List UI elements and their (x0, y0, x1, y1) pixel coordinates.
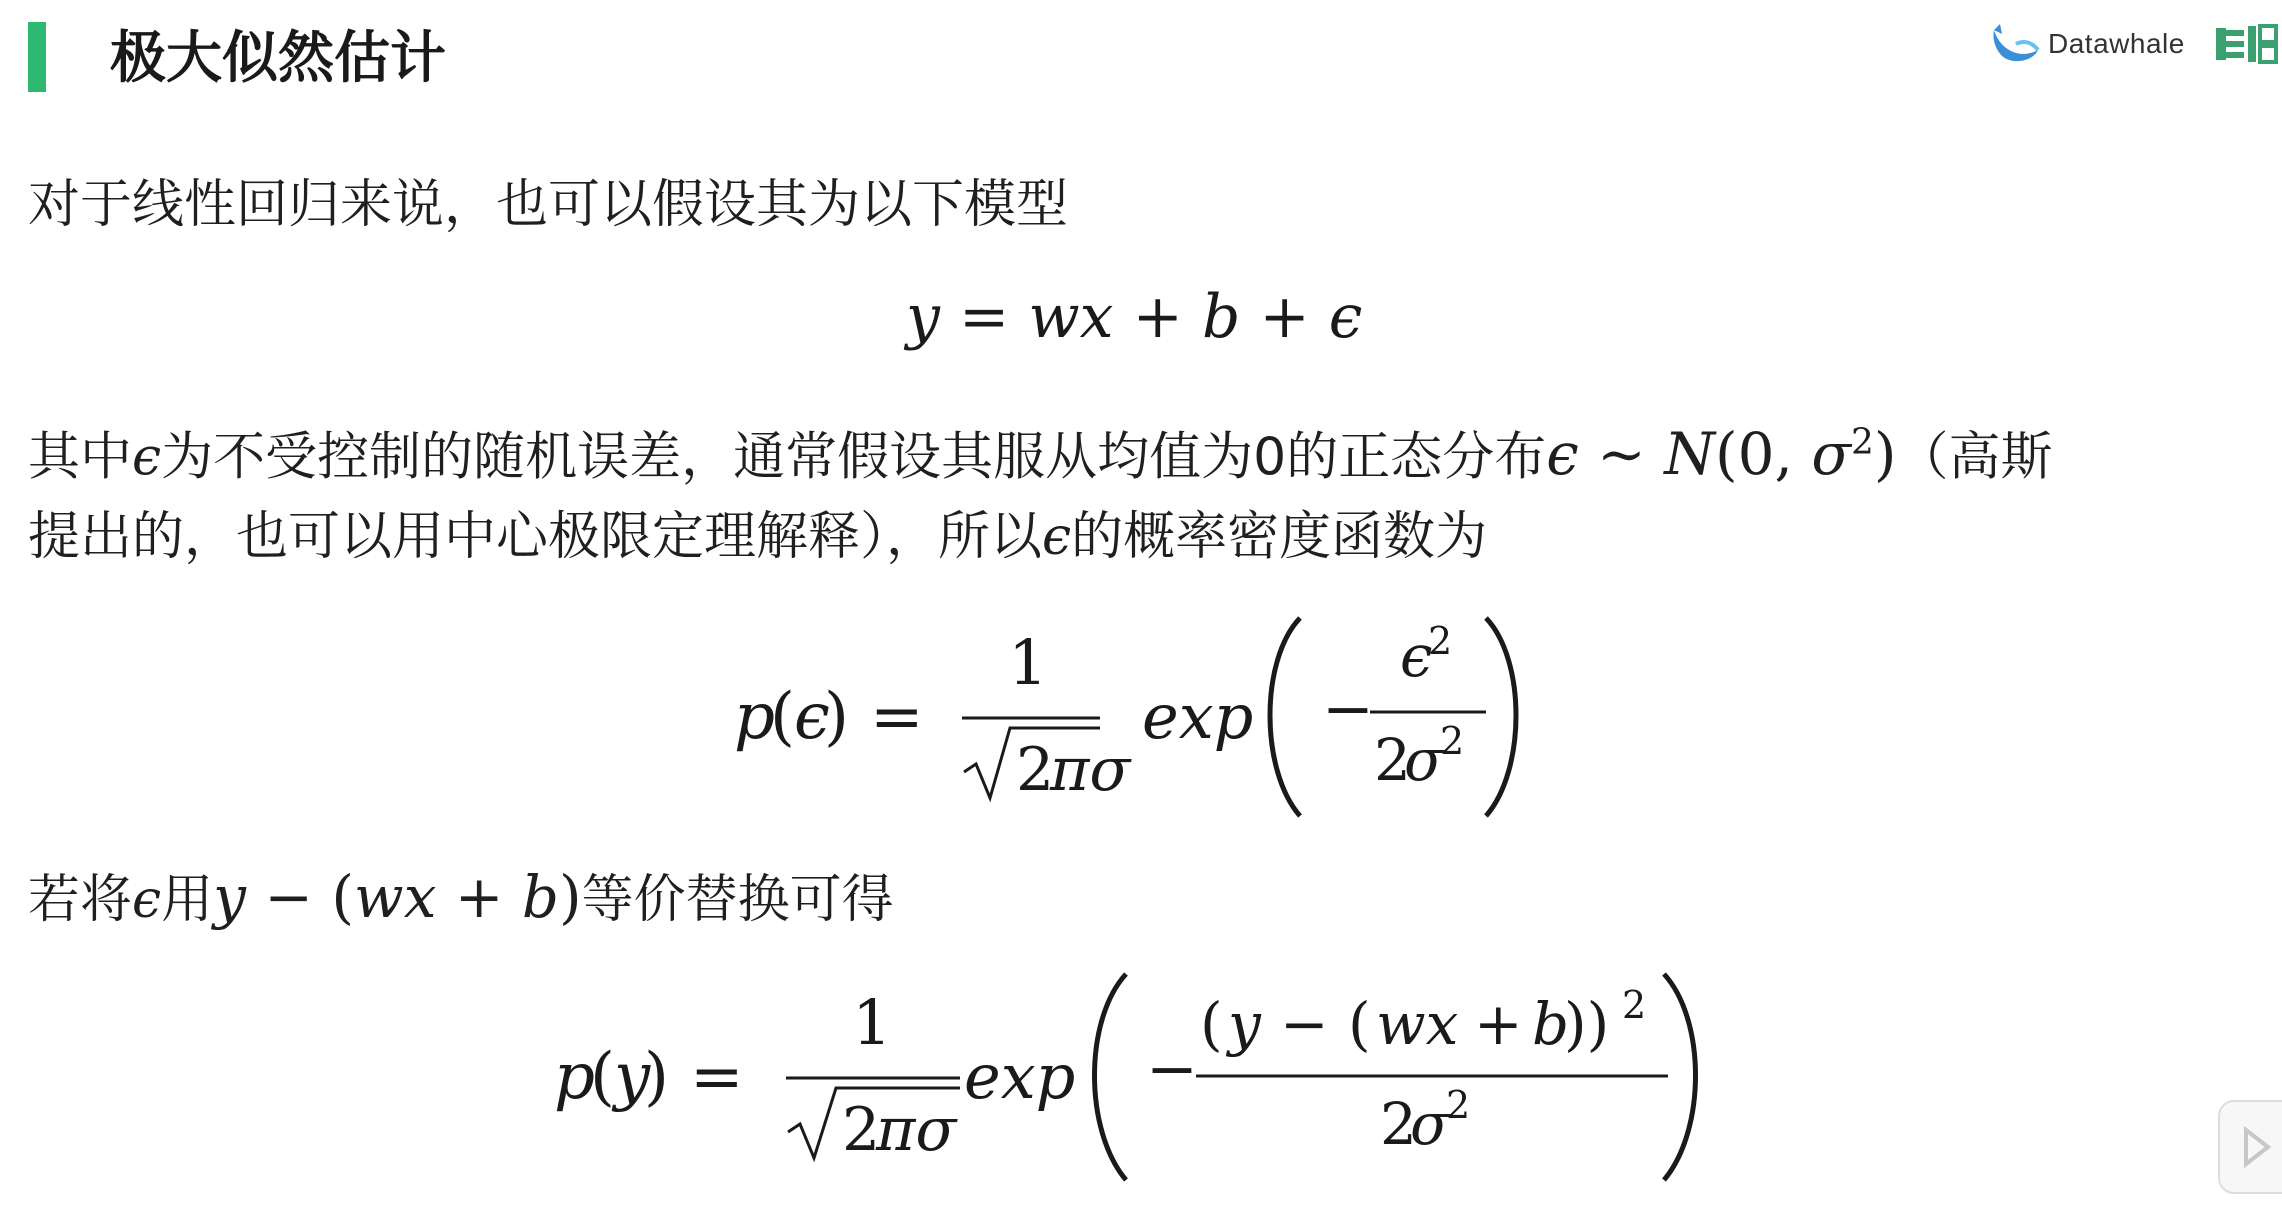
noise-description-line2: 提出的，也可以用中心极限定理解释），所以ϵ的概率密度函数为 (28, 507, 1488, 567)
svg-text:)): )) (1564, 990, 1610, 1058)
svg-text:2: 2 (1428, 619, 1453, 663)
text-segment: 其中 (28, 427, 133, 488)
text-segment: 用 (161, 870, 214, 930)
text-segment: 等价替换可得 (581, 870, 894, 930)
noise-description-line1: 其中ϵ为不受控制的随机误差，通常假设其服从均值为0的正态分布ϵ ∼ N(0, $\sigma^2$)（高斯 (28, 420, 2053, 489)
play-button[interactable] (2218, 1100, 2282, 1194)
svg-text:(: ( (1348, 990, 1371, 1058)
title-accent-bar (28, 22, 46, 92)
svg-text:πσ: πσ (876, 1095, 957, 1165)
equation-model: y = wx + b + ϵ (906, 282, 1363, 352)
equation-noise-pdf (720, 600, 1540, 830)
svg-text:(: ( (770, 680, 795, 754)
intro-text: 对于线性回归来说，也可以假设其为以下模型 (28, 175, 1069, 235)
text-segment: 提出的，也可以用中心极限定理解释），所以 (28, 507, 1043, 567)
svg-text:2: 2 (1380, 1090, 1417, 1158)
brand-logo-text: Datawhale (2048, 28, 2185, 59)
svg-text:ϵ: ϵ (794, 680, 830, 754)
svg-text:2: 2 (1446, 1083, 1471, 1127)
svg-text:−: − (1322, 672, 1374, 745)
text-segment: （高斯 (1896, 427, 2053, 488)
text-segment: 若将 (28, 870, 133, 930)
svg-text:2: 2 (842, 1095, 881, 1165)
svg-text:b: b (1532, 990, 1570, 1058)
svg-text:σ: σ (1410, 1090, 1450, 1158)
svg-text:+: + (1474, 990, 1523, 1058)
svg-text:−: − (1146, 1032, 1198, 1105)
svg-text:): ) (824, 680, 849, 754)
partner-logo-icon (2212, 16, 2282, 72)
svg-text:exp: exp (964, 1040, 1076, 1113)
svg-text:exp: exp (1142, 680, 1254, 753)
play-icon (2220, 1102, 2280, 1192)
svg-text:1: 1 (852, 986, 892, 1059)
svg-text:wx: wx (1376, 990, 1459, 1058)
svg-text:2: 2 (1440, 719, 1465, 763)
brand-logo (1990, 14, 2185, 74)
svg-text:p: p (734, 680, 775, 754)
whale-logo-icon (1990, 20, 2042, 68)
svg-text:πσ: πσ (1050, 735, 1131, 805)
svg-text:ϵ: ϵ (1400, 622, 1433, 690)
svg-text:−: − (1280, 990, 1329, 1058)
svg-text:(: ( (1200, 990, 1223, 1058)
svg-text:σ: σ (1404, 726, 1444, 794)
svg-text:2: 2 (1016, 735, 1055, 805)
svg-text:=: = (870, 680, 924, 754)
svg-text:): ) (644, 1040, 669, 1114)
svg-text:(: ( (590, 1040, 615, 1114)
svg-text:y: y (1228, 990, 1261, 1058)
svg-text:1: 1 (1008, 626, 1048, 699)
page-title: 极大似然估计 (110, 26, 446, 91)
svg-text:p: p (554, 1040, 595, 1114)
text-segment: 为不受控制的随机误差，通常假设其服从均值为0的正态分布 (161, 427, 1547, 488)
svg-text:y: y (614, 1040, 651, 1114)
equation-y-pdf (540, 960, 1720, 1190)
svg-text:2: 2 (1374, 726, 1411, 794)
svg-text:=: = (690, 1040, 744, 1114)
substitution-text: 若将ϵ用y − (wx + b)等价替换可得 (28, 863, 894, 931)
text-segment: 的概率密度函数为 (1071, 507, 1488, 567)
svg-text:2: 2 (1622, 983, 1647, 1027)
